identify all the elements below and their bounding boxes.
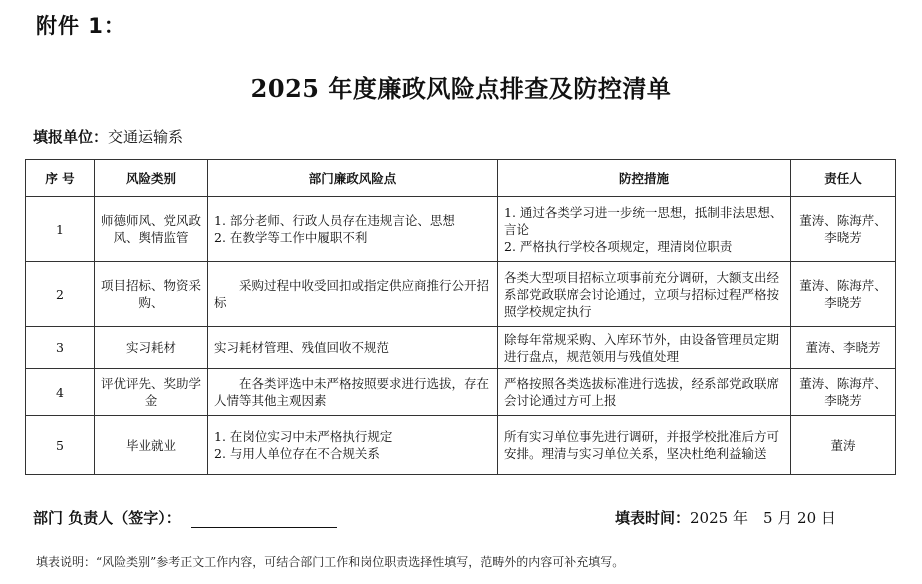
header-measures: 防控措施 (498, 160, 791, 197)
reporting-unit-label: 填报单位： (33, 128, 109, 146)
row-owner: 董涛、李晓芳 (791, 327, 896, 369)
row-risks (208, 262, 498, 327)
fill-date-label: 填表时间： (615, 509, 691, 527)
measure-line: 所有实习单位事先进行调研，并报学校批准后方可安排。理清与实习单位关系，坚决杜绝利益输送 (504, 429, 780, 461)
risk-line: 在各类评选中未严格按照要求进行选拔，存在人情等其他主观因素 (214, 376, 490, 408)
row-owner: 董涛 (791, 416, 896, 475)
header-category: 风险类别 (95, 160, 208, 197)
row-owner: 董涛、陈海芹、李晓芳 (791, 369, 896, 416)
measure-line: 严格按照各类选拔标准进行选拔，经系部党政联席会讨论通过方可上报 (504, 376, 780, 408)
row-measures (498, 327, 791, 369)
risk-line: 2. 在教学等工作中履职不利 (214, 230, 368, 245)
row-category: 评优评先、奖助学金 (95, 369, 208, 416)
fill-date-value: 2025 年 5 月 20 日 (690, 509, 836, 527)
row-risks (208, 197, 498, 262)
row-no: 3 (26, 327, 95, 369)
reporting-unit (33, 126, 183, 147)
row-measures (498, 197, 791, 262)
signature-field (33, 507, 337, 528)
row-no: 2 (26, 262, 95, 327)
table-row (26, 369, 896, 416)
fill-date (615, 507, 836, 528)
row-risks (208, 327, 498, 369)
reporting-unit-value: 交通运输系 (108, 128, 184, 146)
risk-line: 采购过程中收受回扣或指定供应商推行公开招标 (214, 278, 490, 310)
header-no: 序 号 (26, 160, 95, 197)
signature-label: 部门 负责人（签字）： (33, 509, 181, 527)
risk-table (25, 159, 896, 475)
risk-line: 1. 部分老师、行政人员存在违规言论、思想 (214, 213, 455, 228)
row-category: 师德师风、党风政风、舆情监管 (95, 197, 208, 262)
measure-line: 2. 严格执行学校各项规定，理清岗位职责 (504, 238, 733, 254)
row-no: 1 (26, 197, 95, 262)
risk-line: 实习耗材管理、残值回收不规范 (214, 340, 390, 355)
row-measures (498, 262, 791, 327)
row-owner: 董涛、陈海芹、李晓芳 (791, 197, 896, 262)
row-measures (498, 416, 791, 475)
measure-line: 除每年常规采购、入库环节外，由设备管理员定期进行盘点，规范领用与残值处理 (504, 331, 780, 364)
row-owner: 董涛、陈海芹、李晓芳 (791, 262, 896, 327)
signature-line[interactable] (191, 510, 337, 528)
document-title: 2025 年度廉政风险点排查及防控清单 (250, 74, 672, 103)
row-category: 项目招标、物资采购、 (95, 262, 208, 327)
fill-instructions: 填表说明：“风险类别”参考正文工作内容，可结合部门工作和岗位职责选择性填写，范畴外的内容可补充填写。 (36, 555, 625, 569)
header-owner: 责任人 (791, 160, 896, 197)
measure-line: 1. 通过各类学习进一步统一思想，抵制非法思想、言论 (504, 204, 783, 237)
row-risks (208, 369, 498, 416)
row-category: 实习耗材 (95, 327, 208, 369)
measure-line: 各类大型项目招标立项事前充分调研，大额支出经系部党政联席会讨论通过，立项与招标过程严格按照学校规定执行 (504, 269, 780, 319)
header-risk-points: 部门廉政风险点 (208, 160, 498, 197)
table-row (26, 197, 896, 262)
risk-line: 1. 在岗位实习中未严格执行规定 (214, 429, 393, 444)
attachment-label: 附件 1： (36, 14, 126, 38)
table-row (26, 327, 896, 369)
row-measures (498, 369, 791, 416)
risk-line: 2. 与用人单位存在不合规关系 (214, 446, 380, 461)
row-risks (208, 416, 498, 475)
table-row (26, 262, 896, 327)
row-no: 5 (26, 416, 95, 475)
table-header-row (26, 160, 896, 197)
row-category: 毕业就业 (95, 416, 208, 475)
table-row (26, 416, 896, 475)
row-no: 4 (26, 369, 95, 416)
